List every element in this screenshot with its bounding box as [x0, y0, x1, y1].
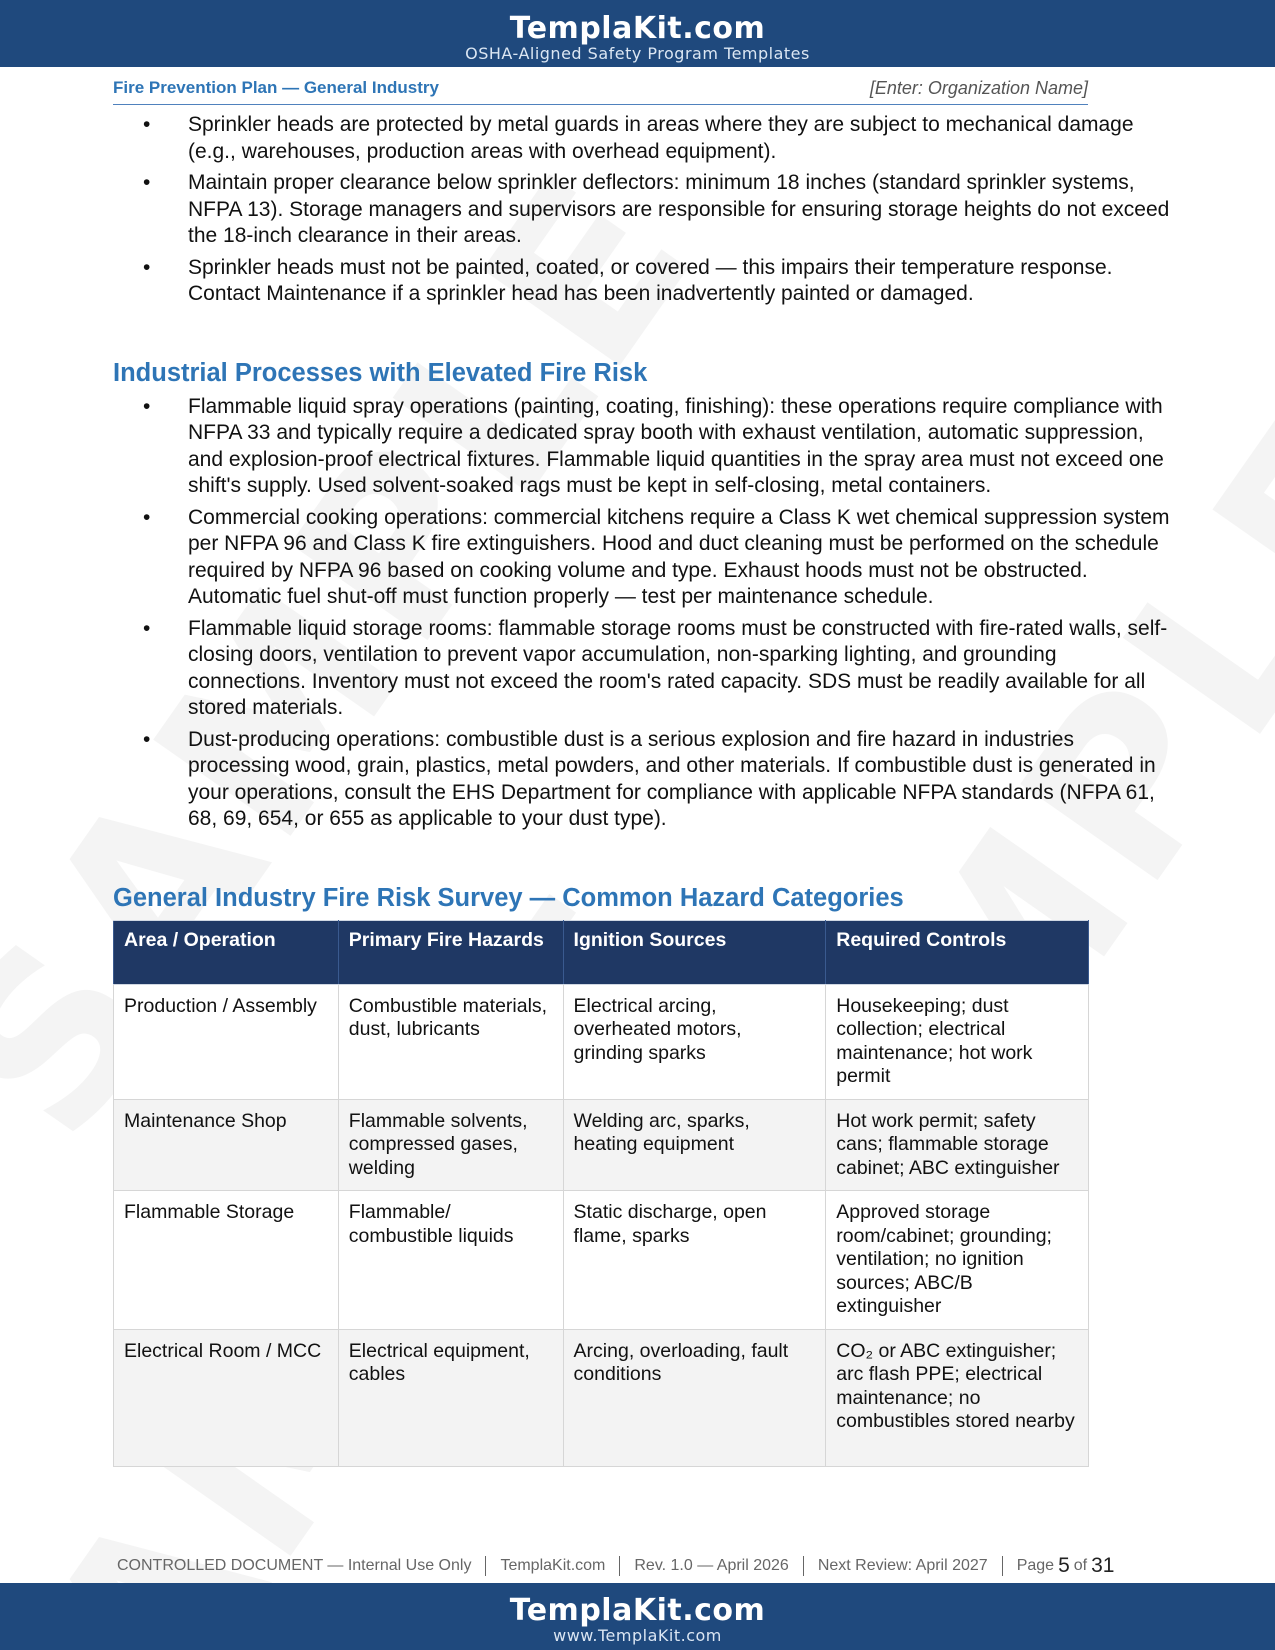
- brand-logo-text: TemplaKit.com: [509, 11, 766, 46]
- table-cell: Approved storage room/cabinet; grounding; ventilation; no ignition sources; ABC/B extinguisher: [826, 1191, 1089, 1330]
- section-heading-survey: General Industry Fire Risk Survey — Common Hazard Categories: [113, 883, 904, 912]
- list-item: • Sprinkler heads are protected by metal guards in areas where they are subject to mechanical damage (e.g., warehouses, production areas with overhead equipment).: [143, 113, 1134, 163]
- brand-logo-text: TemplaKit.com: [509, 1593, 766, 1628]
- page-of-label: of: [1073, 1557, 1088, 1574]
- section-heading-industrial: Industrial Processes with Elevated Fire Risk: [113, 358, 648, 387]
- bottom-banner: [0, 1583, 1275, 1650]
- table-cell: Electrical equipment, cables: [338, 1329, 563, 1466]
- table-cell: Flammable solvents, compressed gases, welding: [338, 1099, 563, 1191]
- table-row: [114, 1099, 1089, 1191]
- table-header-row: [114, 920, 1089, 984]
- table-cell: Static discharge, open flame, sparks: [563, 1191, 826, 1330]
- brand-url-link[interactable]: www.TemplaKit.com: [553, 1626, 722, 1645]
- table-cell: CO₂ or ABC extinguisher; arc flash PPE; electrical maintenance; no combustibles stored nearby: [826, 1329, 1089, 1466]
- document-header: [113, 76, 1088, 105]
- footer-divider: [803, 1556, 804, 1576]
- top-banner: [0, 0, 1275, 67]
- table-cell: Arcing, overloading, fault conditions: [563, 1329, 826, 1466]
- fire-risk-survey-table: [113, 920, 1089, 1467]
- document-title: Fire Prevention Plan — General Industry: [113, 78, 439, 97]
- table-cell: Flammable Storage: [114, 1191, 339, 1330]
- bullet-icon: •: [143, 394, 151, 418]
- footer-divider: [1002, 1556, 1003, 1576]
- next-review-label: Next Review: April 2027: [817, 1557, 988, 1574]
- table-cell: Maintenance Shop: [114, 1099, 339, 1191]
- footer-divider: [619, 1556, 620, 1576]
- page-label: Page: [1016, 1557, 1055, 1574]
- table-cell: Production / Assembly: [114, 984, 339, 1099]
- bullet-icon: •: [143, 727, 151, 751]
- page-number-total: 31: [1091, 1554, 1115, 1577]
- column-header: Area / Operation: [114, 920, 339, 984]
- table-row: [114, 1329, 1089, 1466]
- list-item: • Flammable liquid spray operations (painting, coating, finishing): these operations require compliance with NFPA 33 and typically require a dedicated spray booth with exhaust ventilation, automatic suppression, and explosion-proof electrical fixtures. Flammable liquid quantities in the spray area must not exceed one shift's supply. Used solvent-soaked rags must be kept in self-closing, metal containers.: [143, 394, 1164, 497]
- list-item: • Maintain proper clearance below sprinkler deflectors: minimum 18 inches (standard sprinkler systems, NFPA 13). Storage managers and supervisors are responsible for ensuring storage heights do not exceed the 18-inch clearance in their areas.: [143, 171, 1170, 247]
- brand-tagline: OSHA-Aligned Safety Program Templates: [465, 44, 810, 63]
- table-cell: Electrical arcing, overheated motors, grinding sparks: [563, 984, 826, 1099]
- bullet-icon: •: [143, 113, 151, 136]
- list-item: • Sprinkler heads must not be painted, coated, or covered — this impairs their temperature response. Contact Maintenance if a sprinkler head has been inadvertently painted or damaged.: [143, 255, 1113, 305]
- revision-label: Rev. 1.0 — April 2026: [634, 1557, 789, 1574]
- page-number-current: 5: [1058, 1554, 1070, 1577]
- list-item: • Flammable liquid storage rooms: flammable storage rooms must be constructed with fire-rated walls, self-closing doors, ventilation to prevent vapor accumulation, non-sparking lighting, and grounding connections. Inventory must not exceed the room's rated capacity. SDS must be readily available for all stored materials.: [143, 616, 1168, 719]
- sprinkler-bullet-list: [143, 112, 1173, 308]
- list-item: • Commercial cooking operations: commercial kitchens require a Class K wet chemical suppression system per NFPA 96 and Class K fire extinguishers. Hood and duct cleaning must be performed on the schedule required by NFPA 96 based on cooking volume and type. Exhaust hoods must not be obstructed. Automatic fuel shut-off must function properly — test per maintenance schedule.: [143, 505, 1170, 608]
- table-cell: Electrical Room / MCC: [114, 1329, 339, 1466]
- table-cell: Welding arc, sparks, heating equipment: [563, 1099, 826, 1191]
- table-row: [114, 1191, 1089, 1330]
- industrial-bullet-list: [143, 394, 1173, 833]
- bullet-icon: •: [143, 505, 151, 529]
- footer-divider: [485, 1556, 486, 1576]
- column-header: Ignition Sources: [563, 920, 826, 984]
- document-body: [113, 112, 1173, 1467]
- table-row: [114, 984, 1089, 1099]
- controlled-document-label: CONTROLLED DOCUMENT — Internal Use Only: [117, 1557, 472, 1574]
- column-header: Required Controls: [826, 920, 1089, 984]
- table-cell: Housekeeping; dust collection; electrical maintenance; hot work permit: [826, 984, 1089, 1099]
- table-cell: Flammable/ combustible liquids: [338, 1191, 563, 1330]
- list-item: • Dust-producing operations: combustible dust is a serious explosion and fire hazard in industries processing wood, grain, plastics, metal powders, and other materials. If combustible dust is generated in your operations, consult the EHS Department for compliance with applicable NFPA standards (NFPA 61, 68, 69, 654, or 655 as applicable to your dust type).: [143, 727, 1156, 830]
- column-header: Primary Fire Hazards: [338, 920, 563, 984]
- organization-name-placeholder[interactable]: [Enter: Organization Name]: [869, 78, 1088, 98]
- table-cell: Hot work permit; safety cans; flammable storage cabinet; ABC extinguisher: [826, 1099, 1089, 1191]
- bullet-icon: •: [143, 171, 151, 194]
- bullet-icon: •: [143, 616, 151, 640]
- bullet-icon: •: [143, 255, 151, 279]
- footer-site-link[interactable]: TemplaKit.com: [500, 1557, 606, 1574]
- document-footer: [117, 1551, 1118, 1581]
- table-cell: Combustible materials, dust, lubricants: [338, 984, 563, 1099]
